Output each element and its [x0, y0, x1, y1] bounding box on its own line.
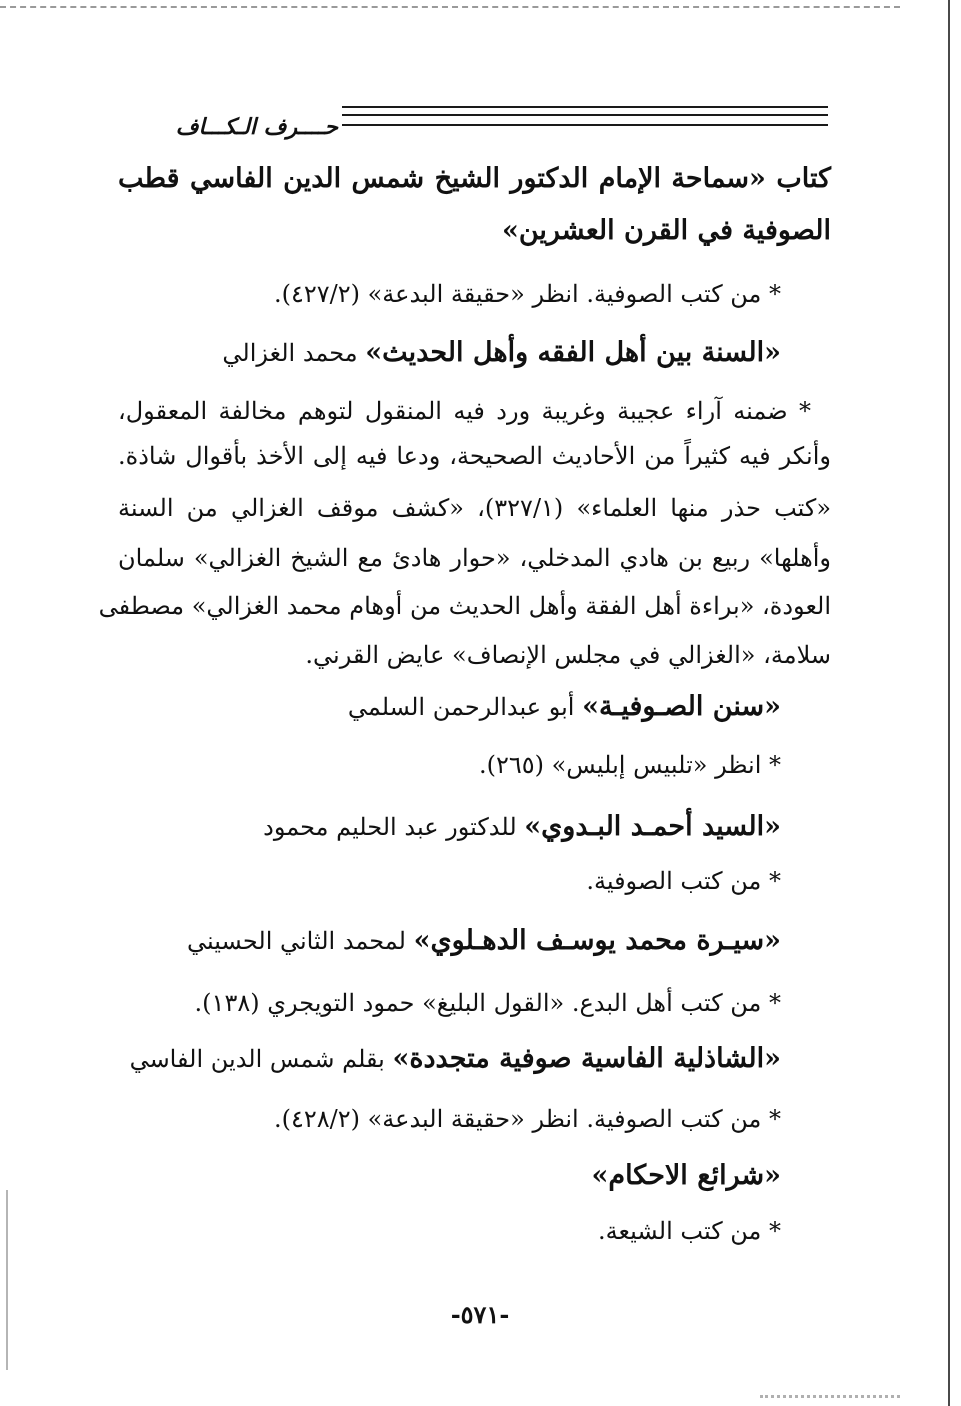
entry-4-note-text: * من كتب الصوفية. [586, 867, 781, 895]
entry-2-book-title: «السنة بين أهل الفقه وأهل الحديث» [365, 337, 781, 368]
entry-1-title-line-1 [118, 160, 831, 198]
entry-7-title [118, 1157, 781, 1195]
entry-3-book-title: «سنن الصـوفيـة» [582, 691, 781, 722]
entry-4-author: للدكتور عبد الحليم محمود [263, 813, 525, 841]
entry-6-title [118, 1040, 781, 1078]
entry-1-title-line-2 [118, 212, 831, 250]
entry-1-note-text: * من كتب الصوفية. انظر «حقيقة البدعة» (٤٢٧/٢). [273, 280, 781, 308]
entry-4-note [118, 862, 781, 900]
scan-margin-mark [6, 1190, 8, 1370]
entry-2-author: محمد الغزالي [222, 339, 366, 367]
header-rule-bottom [342, 124, 828, 126]
entry-7-book-title: «شرائع الاحكام» [591, 1160, 781, 1191]
entry-5-note-text: * من كتب أهل البدع. «القول البليغ» حمود التويجري (١٣٨). [194, 989, 781, 1017]
entry-7-note [118, 1212, 781, 1250]
running-header-title: حــــرف الـكـــاف [175, 114, 338, 140]
entry-7-note-text: * من كتب الشيعة. [598, 1217, 781, 1245]
entry-2-title [118, 334, 781, 372]
entry-5-book-title: «سيـرة محمد يوسـف الدهـلوي» [413, 925, 781, 956]
entry-2-note-text-1: * ضمنه آراء عجيبة وغريبة ورد فيه المنقول لتوهم مخالفة المعقول، [118, 397, 811, 425]
entry-1-title-part-1: كتاب «سماحة الإمام الدكتور الشيخ شمس الدين الفاسي قطب [118, 163, 831, 194]
entry-2-note-line-6 [118, 636, 831, 674]
entry-6-note [118, 1100, 781, 1138]
entry-3-title [118, 688, 781, 726]
entry-4-title [118, 808, 781, 846]
entry-3-author: أبو عبدالرحمن السلمي [347, 693, 583, 721]
entry-6-book-title: «الشاذلية الفاسية صوفية متجددة» [392, 1043, 781, 1074]
entry-2-note-line-2 [118, 437, 831, 475]
entry-4-book-title: «السيد أحمـد البـدوي» [524, 811, 781, 842]
page-number: -٥٧١- [450, 1300, 510, 1329]
entry-2-note-line-1 [118, 392, 811, 430]
entry-2-note-line-5 [98, 587, 831, 625]
entry-1-note [118, 275, 781, 313]
scan-binding-line [948, 0, 950, 1406]
entry-2-note-line-3 [118, 489, 831, 527]
entry-5-note [118, 984, 781, 1022]
entry-5-author: لمحمد الثاني الحسيني [186, 927, 414, 955]
entry-5-title [118, 922, 781, 960]
entry-2-note-text-5: العودة، «براءة أهل الفقة وأهل الحديث من أوهام محمد الغزالي» مصطفى [98, 592, 831, 620]
entry-3-note-text: * انظر «تلبيس إبليس» (٢٦٥). [478, 751, 781, 779]
entry-2-note-text-3: «كتب حذر منها العلماء» (٣٢٧/١)، «كشف موقف الغزالي من السنة [118, 494, 831, 522]
scan-edge-dashes [0, 6, 900, 8]
scan-bottom-dots [760, 1395, 900, 1398]
entry-2-note-text-6: سلامة، «الغزالي في مجلس الإنصاف» عايض القرني. [305, 641, 831, 669]
entry-2-note-text-4: وأهلها» ربيع بن هادي المدخلي، «حوار هادئ مع الشيخ الغزالي» سلمان [118, 544, 831, 572]
header-rule-middle [342, 114, 828, 116]
entry-2-note-text-2: وأنكر فيه كثيراً من الأحاديث الصحيحة، ودعا فيه إلى الأخذ بأقوال شاذة. [118, 442, 831, 470]
entry-2-note-line-4 [118, 539, 831, 577]
entry-1-title-part-2: الصوفية في القرن العشرين» [501, 215, 831, 246]
entry-6-author: بقلم شمس الدين الفاسي [129, 1045, 393, 1073]
header-rule-top [342, 106, 828, 108]
entry-3-note [118, 746, 781, 784]
entry-6-note-text: * من كتب الصوفية. انظر «حقيقة البدعة» (٤٢٨/٢). [273, 1105, 781, 1133]
